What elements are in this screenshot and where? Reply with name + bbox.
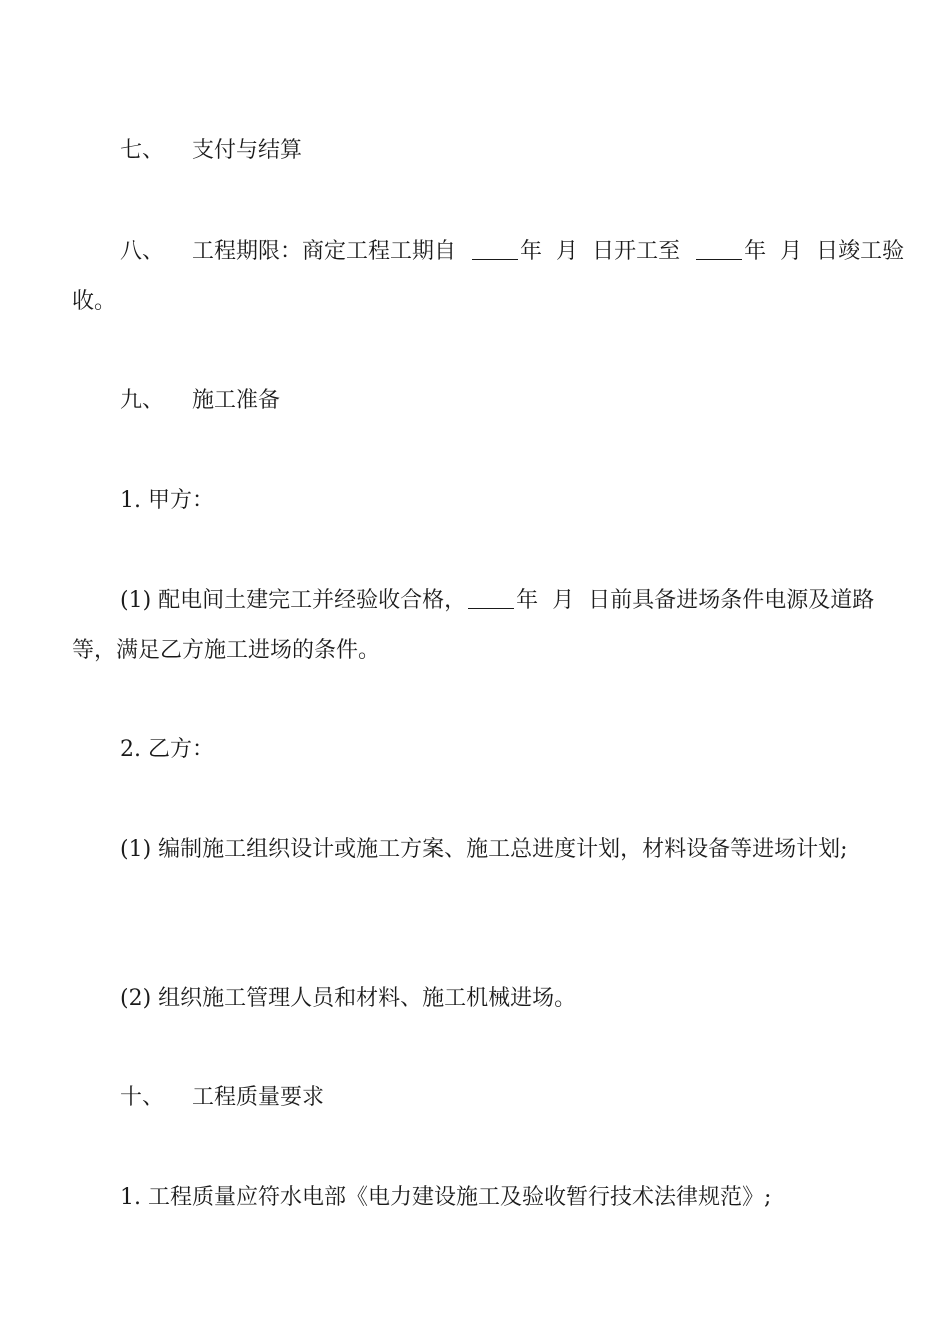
party-a-item-1-text: (1) 配电间土建完工并经验收合格， bbox=[120, 588, 467, 613]
section-9-number: 九、 bbox=[120, 388, 165, 413]
end-year-label: 年 bbox=[744, 239, 767, 264]
quality-item-1: 1. 工程质量应符水电部《电力建设施工及验收暂行技术法律规范》; bbox=[120, 1185, 772, 1210]
ready-day-text: 日前具备进场条件电源及道路 bbox=[588, 588, 875, 613]
section-9-heading bbox=[120, 386, 280, 416]
section-7-title: 支付与结算 bbox=[192, 138, 303, 163]
party-b-item-2: (2) 组织施工管理人员和材料、施工机械进场。 bbox=[120, 986, 577, 1011]
start-year-blank bbox=[472, 239, 518, 260]
party-a-item-1-line-1 bbox=[120, 586, 874, 616]
section-8-line-2: 收。 bbox=[72, 289, 117, 314]
party-b-item-1: (1) 编制施工组织设计或施工方案、施工总进度计划，材料设备等进场计划; bbox=[120, 837, 848, 862]
section-9-title: 施工准备 bbox=[192, 388, 281, 413]
start-year-label: 年 bbox=[520, 239, 543, 264]
end-year-blank bbox=[696, 239, 742, 260]
ready-month-label: 月 bbox=[552, 588, 575, 613]
party-a-item-1-line-2: 等，满足乙方施工进场的条件。 bbox=[72, 638, 381, 663]
section-10-number: 十、 bbox=[120, 1085, 165, 1110]
party-a-heading: 1. 甲方： bbox=[120, 488, 214, 513]
ready-year-blank bbox=[468, 588, 514, 609]
end-month-label: 月 bbox=[780, 239, 803, 264]
party-b-heading: 2. 乙方： bbox=[120, 737, 214, 762]
ready-year-label: 年 bbox=[516, 588, 539, 613]
section-7-heading bbox=[120, 136, 302, 166]
section-7-number: 七、 bbox=[120, 138, 165, 163]
section-10-heading bbox=[120, 1083, 324, 1113]
section-8-text: 工程期限：商定工程工期自 bbox=[192, 239, 457, 264]
end-day-label: 日竣工验 bbox=[816, 239, 905, 264]
start-day-label: 日开工至 bbox=[592, 239, 681, 264]
section-10-title: 工程质量要求 bbox=[192, 1085, 325, 1110]
section-8-line-1 bbox=[120, 237, 904, 267]
start-month-label: 月 bbox=[556, 239, 579, 264]
section-8-number: 八、 bbox=[120, 239, 165, 264]
